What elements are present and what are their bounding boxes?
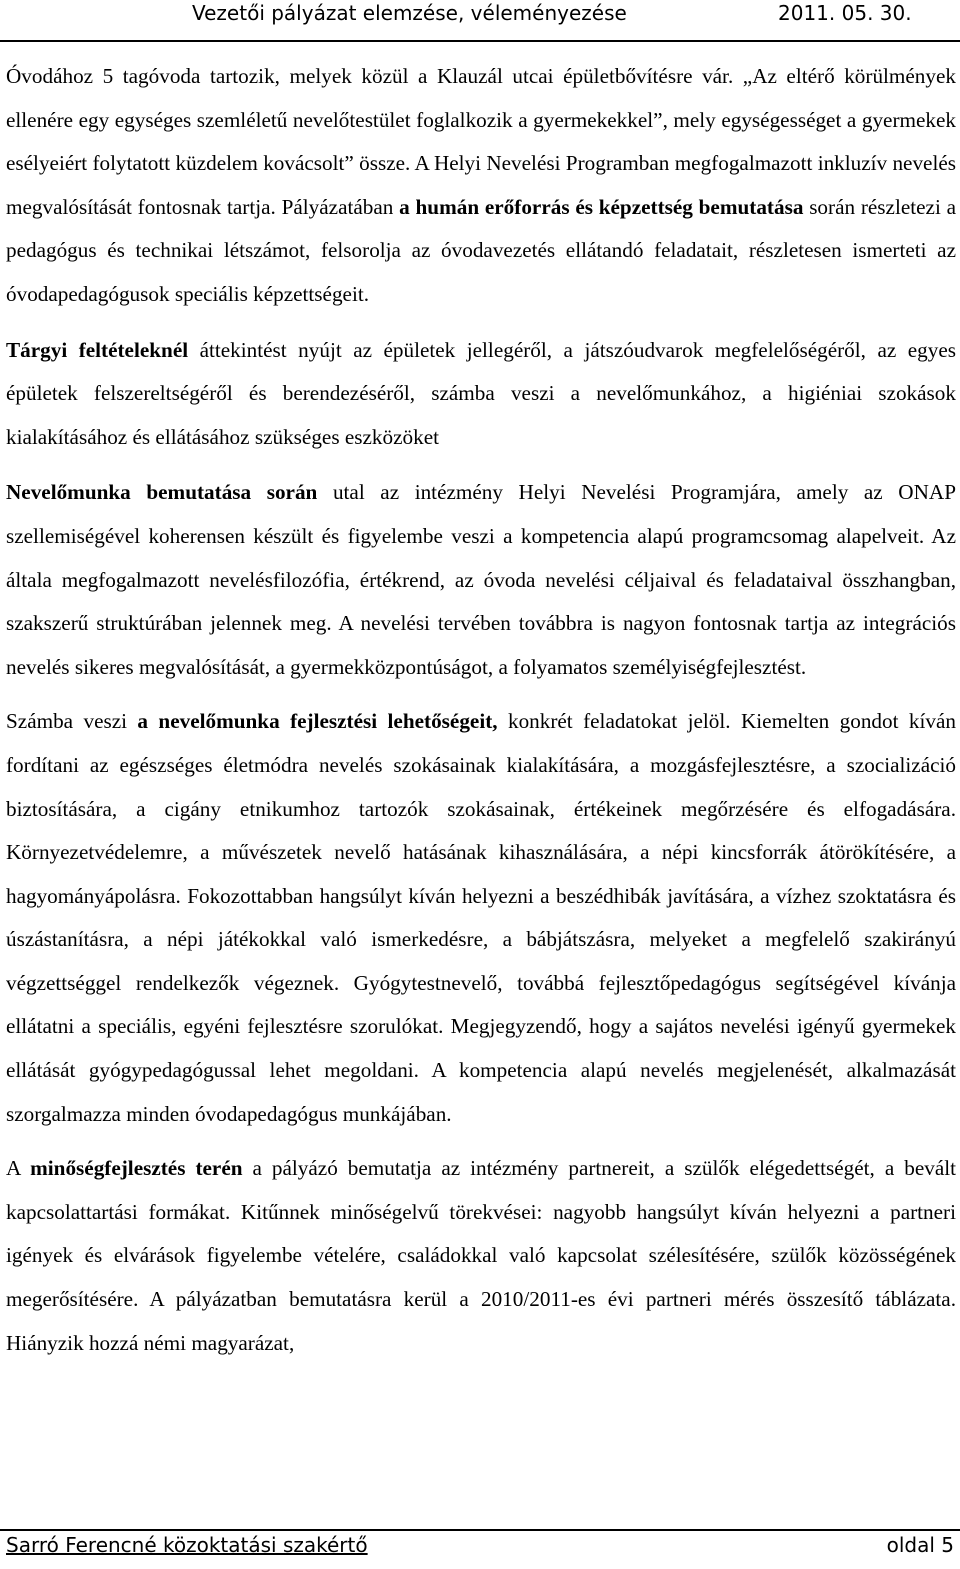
paragraph-text: Óvodához 5 tagóvoda tartozik, melyek közül a Klauzál utcai épületbővítésre vár. „Az eltérő körülmények ellenére egy egységes szemléletű nevelőtestület foglalkozik a gyermekekkel”, mely egységességet a gyermekek esélyeiért folytatott küzdelem kovácsolt” össze. A Helyi Nevelési Programban megfogalmazott inkluzív nevelés megvalósítását fontosnak tartja. Pályázatában bbox=[6, 64, 956, 219]
paragraph-text: során részletezi a pedagógus és technikai létszámot, felsorolja az óvodavezetés ellátandó feladatait, részletesen ismerteti az óvodapedagógusok speciális képzettségeit. bbox=[6, 194, 957, 306]
header-date: 2011. 05. 30. bbox=[778, 1, 912, 25]
page-number: oldal 5 bbox=[886, 1533, 954, 1557]
paragraph-2 bbox=[6, 329, 956, 460]
page-footer bbox=[0, 1529, 960, 1569]
header-title: Vezetői pályázat elemzése, véleményezése bbox=[192, 1, 627, 25]
bold-phrase: a humán erőforrás és képzettség bemutatása bbox=[399, 194, 804, 219]
paragraph-text: utal az intézmény Helyi Nevelési Programjára, amely az ONAP szellemiségével koherensen készült és figyelembe veszi a kompetencia alapú programcsomag alapelveit. Az általa megfogalmazott nevelésfilozófia, értékrend, az óvoda nevelési céljaival és feladataival összhangban, szakszerű struktúrában jelennek meg. A nevelési tervében továbbra is nagyon fontosnak tartja az integrációs nevelés sikeres megvalósítását, a gyermekközpontúságot, a folyamatos személyiségfejlesztést. bbox=[6, 480, 956, 679]
bold-phrase: Nevelőmunka bemutatása során bbox=[6, 480, 318, 505]
paragraph-text: a pályázó bemutatja az intézmény partnereit, a szülők elégedettségét, a bevált kapcsolattartási formákat. Kitűnnek minőségelvű törekvései: nagyobb hangsúlyt kíván helyezni a partneri igények és elvárások figyelembe vételére, családokkal való kapcsolat szélesítésére, szülők közösségének megerősítésére. A pályázatban bemutatásra kerül a 2010/2011-es évi partneri mérés összesítő táblázata. Hiányzik hozzá némi magyarázat, bbox=[6, 1156, 956, 1355]
paragraph-1 bbox=[6, 55, 956, 317]
paragraph-text: áttekintést nyújt az épületek jellegéről, a játszóudvarok megfelelőségéről, az egyes épületek felszereltségéről és berendezéséről, számba veszi a nevelőmunkához, a higiéniai szokások kialakításához és ellátásához szükséges eszközöket bbox=[6, 337, 956, 449]
bold-phrase: a nevelőmunka fejlesztési lehetőségeit, bbox=[137, 709, 498, 734]
page-header bbox=[0, 0, 960, 42]
paragraph-text: Számba veszi bbox=[6, 709, 138, 734]
paragraph-text: konkrét feladatokat jelöl. Kiemelten gondot kíván fordítani az egészséges életmódra nevelés szokásainak kialakítására, a mozgásfejlesztésre, a szocializáció biztosítására, a cigány etnikumhoz tartozók szokásainak, értékeinek megőrzésére és elfogadására. Környezetvédelemre, a művészetek nevelő hatásának kihasználására, a népi kincsforrák átörökítésére, a hagyományápolásra. Fokozottabban hangsúlyt kíván helyezni a beszédhibák javítására, a vízhez szoktatásra és úszástanításra, a népi játékokkal való ismerkedésre, a bábjátszásra, melyeket a megfelelő szakirányú végzettséggel rendelkezők végeznek. Gyógytestnevelő, továbbá fejlesztőpedagógus segítségével kívánja ellátatni a speciális, egyéni fejlesztésre szorulókat. Megjegyzendő, hogy a sajátos nevelési igényű gyermekek ellátását gyógypedagógussal lehet megoldani. A kompetencia alapú nevelés megjelenését, alkalmazását szorgalmazza minden óvodapedagógus munkájában. bbox=[6, 709, 956, 1126]
document-body bbox=[6, 55, 956, 1365]
bold-phrase: minőségfejlesztés terén bbox=[30, 1156, 243, 1181]
paragraph-3 bbox=[6, 471, 956, 689]
paragraph-5 bbox=[6, 1147, 956, 1365]
paragraph-text: A bbox=[6, 1156, 31, 1181]
paragraph-4 bbox=[6, 700, 956, 1136]
footer-author: Sarró Ferencné közoktatási szakértő bbox=[6, 1533, 368, 1557]
bold-phrase: Tárgyi feltételeknél bbox=[6, 337, 189, 362]
